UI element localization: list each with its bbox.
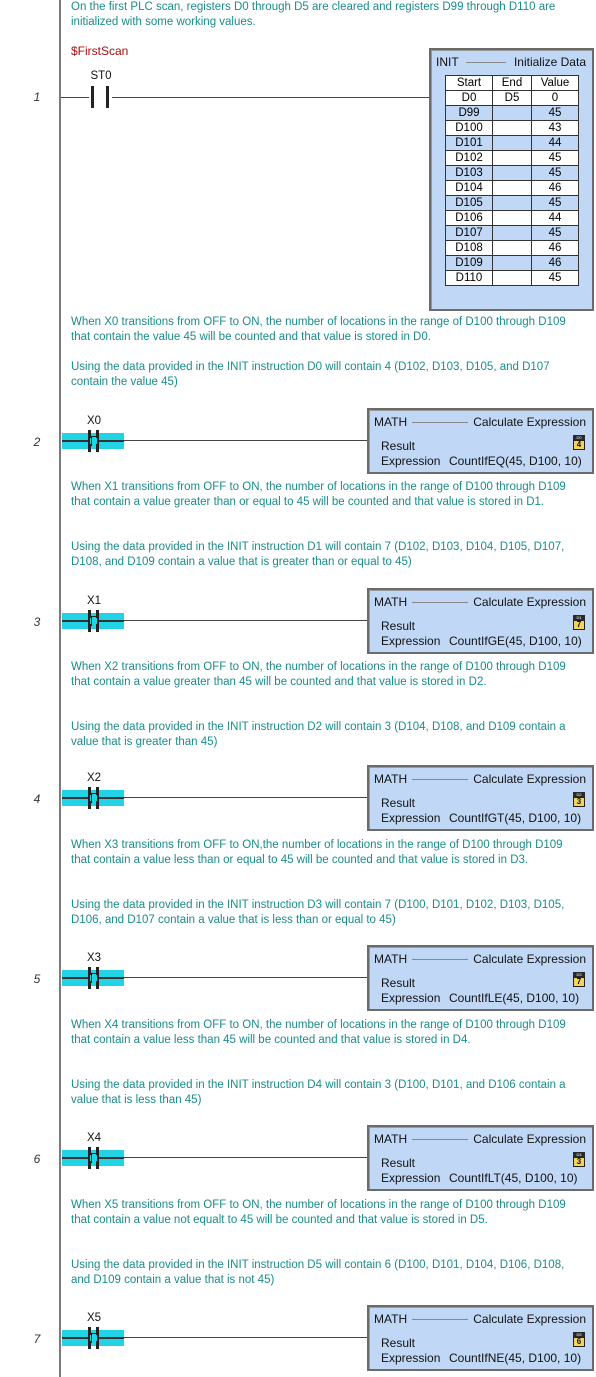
init-cell: D102 [446, 151, 493, 166]
result-value: 3 [573, 797, 585, 807]
init-cell [493, 241, 532, 256]
init-row [446, 151, 579, 166]
result-register: D5 [573, 1332, 585, 1337]
init-cell: 45 [532, 196, 579, 211]
contact-label: X4 [86, 1132, 102, 1144]
init-row [446, 181, 579, 196]
init-row [446, 241, 579, 256]
expression-label: Expression [381, 1351, 441, 1365]
init-cell: D99 [446, 106, 493, 121]
init-cell [493, 181, 532, 196]
rung-comment: When X1 transitions from OFF to ON, the number of locations in the range of D100 through D109 that contain a value greater than or equal to 45 will be counted and that value is stored in D1. [71, 481, 566, 508]
math-title: Calculate Expression [473, 772, 586, 786]
rung-wire [124, 440, 368, 441]
math-header [374, 595, 586, 609]
rung-comment-result: Using the data provided in the INIT instruction D0 will contain 4 (D102, D103, D105, and D107 contain the value 45) [71, 361, 550, 388]
init-cell [493, 196, 532, 211]
rung-number-1: 1 [33, 90, 41, 104]
init-cell: 44 [532, 211, 579, 226]
rung-wire [124, 1337, 368, 1338]
init-cell [493, 226, 532, 241]
math-keyword: MATH [374, 415, 408, 429]
math-keyword: MATH [374, 772, 408, 786]
math-keyword: MATH [374, 952, 408, 966]
result-badge-icon [573, 972, 585, 986]
math-title: Calculate Expression [473, 952, 586, 966]
init-cell: D109 [446, 256, 493, 271]
rung-number: 2 [33, 435, 41, 449]
result-label: Result [381, 439, 416, 453]
init-row [446, 211, 579, 226]
rung-number: 3 [33, 615, 41, 629]
rung-1-wire-left [61, 97, 89, 98]
expression-value: CountIfNE(45, D100, 10) [449, 1351, 582, 1365]
math-instruction-box[interactable] [367, 765, 594, 831]
contact-label: X3 [86, 952, 102, 964]
math-instruction-box[interactable] [367, 1305, 594, 1371]
result-label: Result [381, 976, 416, 990]
rung-comment: When X2 transitions from OFF to ON, the number of locations in the range of D100 through D109 that contain a value greater than 45 will be counted and that value is stored in D2. [71, 661, 566, 688]
init-cell [493, 256, 532, 271]
edge-contact[interactable] [62, 1147, 124, 1169]
contact-label: X5 [86, 1312, 102, 1324]
edge-contact[interactable] [62, 610, 124, 632]
expression-label: Expression [381, 1171, 441, 1185]
contact-label: X1 [86, 595, 102, 607]
init-row [446, 226, 579, 241]
result-value: 6 [573, 1337, 585, 1347]
rung-comment-result: Using the data provided in the INIT instruction D5 will contain 6 (D100, D101, D104, D106, D108, and D109 contain a value that is not 45) [71, 1259, 565, 1286]
rung-wire [124, 620, 368, 621]
result-label: Result [381, 1336, 416, 1350]
expression-label: Expression [381, 454, 441, 468]
init-cell: 43 [532, 121, 579, 136]
math-instruction-box[interactable] [367, 408, 594, 474]
init-row [446, 106, 579, 121]
expression-value: CountIfLT(45, D100, 10) [449, 1171, 578, 1185]
init-cell: 45 [532, 106, 579, 121]
expression-label: Expression [381, 811, 441, 825]
math-header [374, 1132, 586, 1146]
math-title: Calculate Expression [473, 595, 586, 609]
result-register: D2 [573, 792, 585, 797]
math-instruction-box[interactable] [367, 945, 594, 1011]
init-cell [493, 106, 532, 121]
result-badge-icon [573, 615, 585, 629]
init-cell [493, 151, 532, 166]
contact-label-st0: ST0 [90, 70, 112, 82]
init-row [446, 136, 579, 151]
init-cell: 46 [532, 241, 579, 256]
expression-value: CountIfGT(45, D100, 10) [449, 811, 582, 825]
init-cell: D106 [446, 211, 493, 226]
init-cell: 44 [532, 136, 579, 151]
init-cell: D105 [446, 196, 493, 211]
init-instruction-box[interactable] [429, 48, 594, 311]
init-header: INIT Initialize Data [436, 55, 586, 69]
init-cell: 45 [532, 271, 579, 286]
init-cell [493, 211, 532, 226]
rung-number: 7 [33, 1332, 41, 1346]
init-cell: D104 [446, 181, 493, 196]
result-badge-icon [573, 1332, 585, 1346]
result-badge-icon [573, 435, 585, 449]
rung-number: 6 [33, 1152, 41, 1166]
rung-number: 4 [33, 792, 41, 806]
rung-comment: When X5 transitions from OFF to ON, the number of locations in the range of D100 through D109 that contain a value not equalt to 45 will be counted and that value is stored in D5. [71, 1199, 566, 1226]
math-keyword: MATH [374, 595, 408, 609]
expression-label: Expression [381, 991, 441, 1005]
math-keyword: MATH [374, 1132, 408, 1146]
init-cell: D5 [493, 91, 532, 106]
rung-comment: When X3 transitions from OFF to ON,the number of locations in the range of D100 through D109 that contain a value less than or equal to 45 will be counted and that value is stored in D3. [71, 839, 563, 866]
init-cell: 46 [532, 256, 579, 271]
rung-wire [124, 1157, 368, 1158]
init-cell: D100 [446, 121, 493, 136]
init-row [446, 121, 579, 136]
init-cell: 45 [532, 151, 579, 166]
result-register: D0 [573, 435, 585, 440]
math-keyword: MATH [374, 1312, 408, 1326]
math-title: Calculate Expression [473, 1132, 586, 1146]
result-register: D1 [573, 615, 585, 620]
math-title: Calculate Expression [473, 1312, 586, 1326]
init-row [446, 166, 579, 181]
result-value: 7 [573, 620, 585, 630]
rung-wire [124, 797, 368, 798]
contact-label: X0 [86, 415, 102, 427]
rung-wire [124, 977, 368, 978]
init-cell: D108 [446, 241, 493, 256]
math-title: Calculate Expression [473, 415, 586, 429]
expression-value: CountIfEQ(45, D100, 10) [449, 454, 582, 468]
result-badge-icon [573, 1152, 585, 1166]
init-cell: D103 [446, 166, 493, 181]
init-cell: D107 [446, 226, 493, 241]
result-register: D3 [573, 972, 585, 977]
rung-comment: When X4 transitions from OFF to ON, the number of locations in the range of D100 through D109 that contain a value less than 45 will be counted and that value is stored in D4. [71, 1019, 566, 1046]
math-instruction-box[interactable] [367, 588, 594, 654]
math-instruction-box[interactable] [367, 1125, 594, 1191]
result-label: Result [381, 619, 416, 633]
expression-value: CountIfLE(45, D100, 10) [449, 991, 580, 1005]
init-row [446, 91, 579, 106]
rung-1-comment: On the first PLC scan, registers D0 through D5 are cleared and registers D99 through D110 are initialized with some working values. [71, 1, 556, 28]
init-cell: D101 [446, 136, 493, 151]
init-cell [493, 136, 532, 151]
rung-comment-result: Using the data provided in the INIT instruction D3 will contain 7 (D100, D101, D102, D103, D105, D106, and D107 contain a value that is less than or equal to 45) [71, 899, 565, 926]
rung-comment-result: Using the data provided in the INIT instruction D1 will contain 7 (D102, D103, D104, D105, D107, D108, and D109 contain a value that is greater than or equal to 45) [71, 541, 565, 568]
math-header [374, 415, 586, 429]
rung-1-wire-right [112, 97, 430, 98]
init-data-table [445, 75, 579, 286]
edge-contact[interactable] [62, 787, 124, 809]
expression-value: CountIfGE(45, D100, 10) [449, 634, 582, 648]
init-row [446, 196, 579, 211]
result-label: Result [381, 1156, 416, 1170]
first-scan-label: $FirstScan [71, 44, 129, 58]
edge-contact[interactable] [62, 1327, 124, 1349]
contact-label: X2 [86, 772, 102, 784]
init-cell: D0 [446, 91, 493, 106]
init-column-header: End [493, 76, 532, 91]
math-header [374, 772, 586, 786]
edge-contact[interactable] [62, 430, 124, 452]
contact-st0[interactable] [88, 86, 114, 108]
init-cell [493, 121, 532, 136]
init-column-header: Start [446, 76, 493, 91]
init-row [446, 271, 579, 286]
init-cell: 45 [532, 226, 579, 241]
init-cell: D110 [446, 271, 493, 286]
rung-comment-result: Using the data provided in the INIT instruction D4 will contain 3 (D100, D101, and D106 contain a value that is less than 45) [71, 1079, 566, 1106]
math-header [374, 1312, 586, 1326]
init-cell [493, 271, 532, 286]
init-cell: 0 [532, 91, 579, 106]
expression-label: Expression [381, 634, 441, 648]
result-register: D4 [573, 1152, 585, 1157]
rung-comment-result: Using the data provided in the INIT instruction D2 will contain 3 (D104, D108, and D109 contain a value that is greater than 45) [71, 721, 566, 748]
result-value: 4 [573, 440, 585, 450]
init-cell [493, 166, 532, 181]
result-value: 3 [573, 1157, 585, 1167]
result-badge-icon [573, 792, 585, 806]
init-cell: 45 [532, 166, 579, 181]
result-label: Result [381, 796, 416, 810]
rung-comment: When X0 transitions from OFF to ON, the number of locations in the range of D100 through D109 that contain the value 45 will be counted and that value is stored in D0. [71, 316, 566, 343]
edge-contact[interactable] [62, 967, 124, 989]
init-column-header: Value [532, 76, 579, 91]
init-cell: 46 [532, 181, 579, 196]
math-header [374, 952, 586, 966]
init-row [446, 256, 579, 271]
result-value: 7 [573, 977, 585, 987]
left-power-rail [59, 0, 61, 1377]
rung-number: 5 [33, 972, 41, 986]
